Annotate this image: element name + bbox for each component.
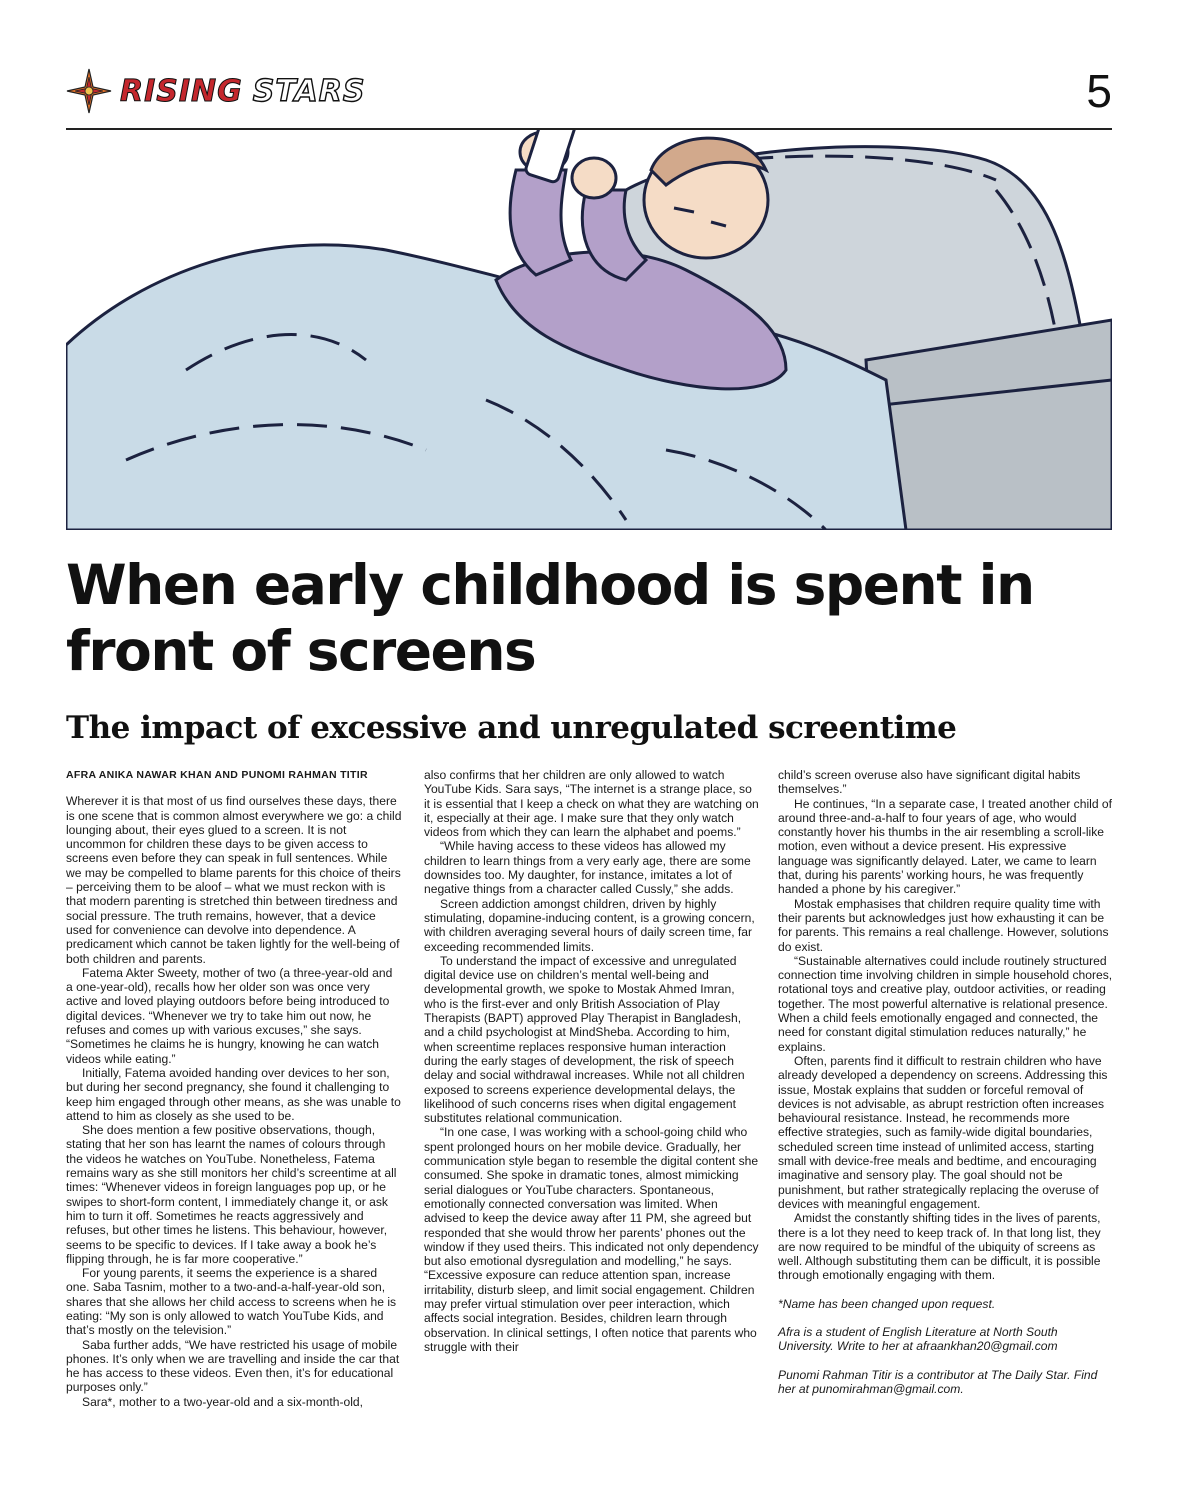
paragraph: She does mention a few positive observations, though, stating that her son has learnt the names of colours through the videos he watches on YouTube. Nonetheless, Fatema remains wary as she still monitors her child’s screentime at all times: “Whenever videos in foreign languages pop up, or he swipes to short-form content, I immediately change it, or ask him to turn it off. Sometimes he reacts aggressively and refuses, but other times he listens. This behaviour, however, seems to be specific to devices. If I take away a book he’s flipping through, he is far more cooperative.” — [66, 1123, 397, 1266]
author-note-punomi: Punomi Rahman Titir is a contributor at The Daily Star. Find her at punomirahman@gmail.com. — [778, 1367, 1098, 1396]
paragraph: Amidst the constantly shifting tides in the lives of parents, there is a lot they need to keep track of. In that long list, they are now required to be mindful of the ubiquity of screens as well. Although substituting them can be difficult, it is possible through emotionally engaging with them. — [778, 1211, 1101, 1283]
paragraph: For young parents, it seems the experience is a shared one. Saba Tasnim, mother to a two-and-a-half-year-old son, shares that she allows her child access to screens when he is eating: “My son is only allowed to watch YouTube Kids, and that’s mostly on the television.” — [66, 1266, 397, 1338]
paragraph: also confirms that her children are only allowed to watch YouTube Kids. Sara says, “The internet is a strange place, so it is essential that I keep a check on what they are watching on it, especially at their age. I make sure that they only watch videos from which they can learn the alphabet and poems.” — [424, 768, 759, 840]
paragraph: “Sustainable alternatives could include routinely structured connection time involving children in simple household chores, rotational toys and creative play, outdoor activities, or reading together. The most powerful alternative is relational presence. When a child feels emotionally engaged and connected, the need for constant digital stimulation reduces naturally,” he explains. — [778, 953, 1113, 1054]
paragraph: Fatema Akter Sweety, mother of two (a three-year-old and a one-year-old), recalls how her older son was once very active and loved playing outdoors before being introduced to digital devices. “Whenever we try to take him out now, he refuses and comes up with various excuses,” she says. “Sometimes he claims he is hungry, knowing he can watch videos while eating.” — [66, 965, 393, 1066]
article-subheadline: The impact of excessive and unregulated screentime — [66, 710, 957, 746]
section-word-rising: RISING — [120, 73, 243, 109]
paragraph: Mostak emphasises that children require quality time with their parents but acknowledges just how exhausting it can be for parents. This remains a real challenge. However, solutions do exist. — [778, 896, 1109, 954]
masthead — [66, 65, 1112, 130]
paragraph: “In one case, I was working with a school-going child who spent prolonged hours on her mobile device. Gradually, her communication style began to resemble the digital content she consumed. She spoke in dramatic tones, almost mimicking serial dialogues or YouTube characters. Spontaneous, emotionally connected conversation was limited. When advised to keep the device away after 11 PM, she agreed but responded that she would throw her parents’ phones out the window if they used theirs. This indicated not only dependency but also emotional dysregulation and modelling,” he says. — [424, 1125, 759, 1269]
byline: AFRA ANIKA NAWAR KHAN AND PUNOMI RAHMAN TITIR — [66, 769, 368, 781]
paragraph: He continues, “In a separate case, I treated another child of around three-and-a-half to four years of age, who would constantly hover his thumbs in the air resembling a scroll-like motion, even without a device present. His expressive language was significantly delayed. Later, we came to learn that, during his parents’ working hours, he was frequently handed a phone by his caregiver.” — [778, 796, 1112, 897]
page-number: 5 — [1086, 65, 1112, 117]
paragraph: Often, parents find it difficult to restrain children who have already developed a dependency on screens. Addressing this issue, Mostak explains that sudden or forceful removal of devices is not advisable, as abrupt restriction often increases behavioural resistance. Instead, he recommends more effective strategies, such as family-wide digital boundaries, scheduled screen time instead of unlimited access, starting small with device-free meals and bedtime, and encouraging imaginative and sensory play. The goal should not be punishment, but rather strategically replacing the overuse of devices with meaningful engagement. — [778, 1053, 1108, 1211]
article-column-2 — [424, 768, 760, 1354]
article-column-1 — [66, 768, 402, 1409]
paragraph: “While having access to these videos has allowed my children to learn things from a very early age, there are some downsides too. My daughter, for instance, imitates a lot of negative things from a character called Cussly,” she adds. — [424, 839, 751, 897]
section-logo — [66, 68, 365, 114]
article-headline: When early childhood is spent in front of screens — [66, 553, 1034, 683]
star-compass-icon — [66, 68, 112, 114]
paragraph: Saba further adds, “We have restricted his usage of mobile phones. It’s only when we are travelling and inside the car that he has access to these videos. Even then, it’s for educational purposes only.” — [66, 1337, 400, 1395]
section-word-stars: STARS — [252, 73, 366, 109]
child-in-bed-with-phone-illustration — [66, 130, 1112, 530]
paragraph: Wherever it is that most of us find ourselves these days, there is one scene that is common almost everywhere we go: a child lounging about, their eyes glued to a screen. It is not uncommon for children these days to be given access to screens even before they can speak in full sentences. While we may be compelled to blame parents for this choice of theirs – perceiving them to be aloof – what we must reckon with is that modern parenting is stretched thin between tiredness and social pressure. The truth remains, however, that a device used for convenience can devolve into dependence. A predicament which cannot be taken lightly for the well-being of both children and parents. — [66, 794, 402, 966]
paragraph: To understand the impact of excessive and unregulated digital device use on children’s mental well-being and developmental growth, we spoke to Mostak Ahmed Imran, who is the first-ever and only British Association of Play Therapists (BAPT) approved Play Therapist in Bangladesh, and a child psychologist at MindSheba. According to him, when screentime replaces responsive human interaction during the early stages of development, the risk of speech delay and social withdrawal increases. While not all children exposed to screens experience developmental delays, the likelihood of such concerns rises when digital engagement substitutes relational communication. — [424, 953, 745, 1126]
section-title — [120, 74, 365, 109]
paragraph: “Excessive exposure can reduce attention span, increase irritability, disturb sleep, and limit social engagement. Children may prefer virtual stimulation over peer interaction, which affects social integration. Besides, children learn through observation. In clinical settings, I often notice that parents who struggle with their — [424, 1268, 757, 1354]
paragraph: Screen addiction amongst children, driven by highly stimulating, dopamine-inducing content, is a growing concern, with children averaging several hours of daily screen time, far exceeding recommended limits. — [424, 896, 755, 954]
footnote: *Name has been changed upon request. — [778, 1296, 996, 1311]
paragraph: Initially, Fatema avoided handing over devices to her son, but during her second pregnancy, she found it challenging to keep him engaged through other means, as she was unable to attend to him as closely as she used to be. — [66, 1065, 401, 1123]
article-column-3 — [778, 768, 1114, 1396]
author-note-afra: Afra is a student of English Literature at North South University. Write to her at afraankhan20@gmail.com — [778, 1324, 1058, 1354]
paragraph: child’s screen overuse also have significant digital habits themselves.” — [778, 768, 1081, 797]
paragraph: Sara*, mother to a two-year-old and a six-month-old, — [82, 1394, 363, 1409]
